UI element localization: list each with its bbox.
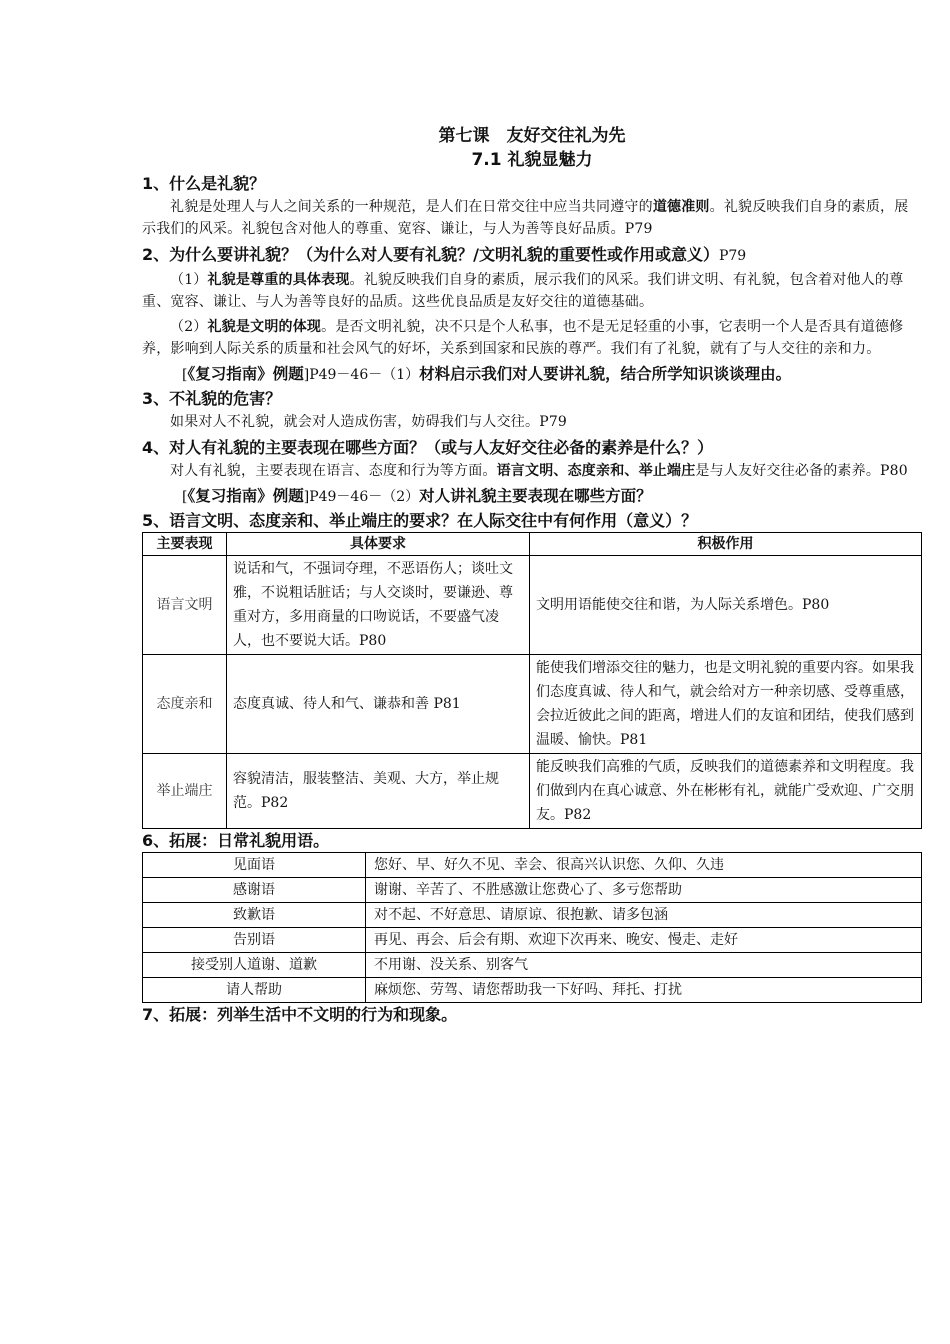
- table-row: [143, 928, 922, 953]
- table-cell: 说话和气，不强词夺理，不恶语伤人；谈吐文雅，不说粗话脏话；与人交谈时，要谦逊、尊重对方，多用商量的口吻说话，不要盛气凌人，也不要说大话。P80: [227, 556, 530, 655]
- paragraph-2-2: （2）礼貌是文明的体现。是否文明礼貌，决不只是个人私事，也不是无足轻重的小事，它表明一个人是否具有道德修养，影响到人际关系的质量和社会风气的好坏，关系到国家和民族的尊严。我们有了礼貌，就有了与人交往的亲和力。: [142, 319, 904, 357]
- table-cell: 语言文明: [143, 556, 227, 655]
- table-cell: 接受别人道谢、道歉: [143, 953, 366, 978]
- polite-phrases-table: [142, 852, 922, 1003]
- table-header-row: [143, 533, 922, 556]
- table-cell: 感谢语: [143, 878, 366, 903]
- heading-7: 7、拓展：列举生活中不文明的行为和现象。: [142, 1005, 458, 1024]
- table-cell: 举止端庄: [143, 754, 227, 829]
- etiquette-table: [142, 532, 922, 829]
- table-cell: 致歉语: [143, 903, 366, 928]
- table-cell: 文明用语能使交往和谐，为人际关系增色。P80: [530, 556, 922, 655]
- table-cell: 见面语: [143, 853, 366, 878]
- paragraph-2-1: （1）礼貌是尊重的具体表现。礼貌反映我们自身的素质，展示我们的风采。我们讲文明、有礼貌，包含着对他人的尊重、宽容、谦让、与人为善等良好的品质。这些优良品质是友好交往的道德基础。: [142, 272, 904, 310]
- table-cell: 请人帮助: [143, 978, 366, 1003]
- table-cell: 麻烦您、劳驾、请您帮助我一下好吗、拜托、打扰: [366, 978, 922, 1003]
- table-cell: 您好、早、好久不见、幸会、很高兴认识您、久仰、久违: [366, 853, 922, 878]
- heading-3: 3、不礼貌的危害？: [142, 389, 282, 408]
- table-header: 具体要求: [227, 533, 530, 556]
- document-page: [142, 124, 922, 1026]
- example-question-2: [《复习指南》例题]P49－46－（2）对人讲礼貌主要表现在哪些方面？: [182, 487, 652, 505]
- table-cell: 态度亲和: [143, 655, 227, 754]
- table-cell: 能反映我们高雅的气质，反映我们的道德素养和文明程度。我们做到内在真心诚意、外在彬彬有礼，就能广受欢迎、广交朋友。P82: [530, 754, 922, 829]
- table-header: 积极作用: [530, 533, 922, 556]
- table-row: [143, 556, 922, 655]
- table-row: [143, 878, 922, 903]
- table-row: [143, 853, 922, 878]
- table-cell: 谢谢、辛苦了、不胜感激让您费心了、多亏您帮助: [366, 878, 922, 903]
- table-row: [143, 903, 922, 928]
- lesson-title: 第七课 友好交往礼为先: [438, 126, 626, 146]
- table-row: [143, 754, 922, 829]
- heading-1: 1、什么是礼貌？: [142, 174, 266, 193]
- table-row: [143, 953, 922, 978]
- table-cell: 态度真诚、待人和气、谦恭和善 P81: [227, 655, 530, 754]
- table-cell: 容貌清洁，服装整洁、美观、大方，举止规范。P82: [227, 754, 530, 829]
- table-cell: 再见、再会、后会有期、欢迎下次再来、晚安、慢走、走好: [366, 928, 922, 953]
- paragraph-3: 如果对人不礼貌，就会对人造成伤害，妨碍我们与人交往。P79: [170, 414, 568, 430]
- table-cell: 对不起、不好意思、请原谅、很抱歉、请多包涵: [366, 903, 922, 928]
- heading-2: 2、为什么要讲礼貌？（为什么对人要有礼貌？/文明礼貌的重要性或作用或意义）P79: [142, 245, 747, 264]
- table-row: [143, 978, 922, 1003]
- section-title: 7.1 礼貌显魅力: [471, 150, 593, 170]
- paragraph-1: 礼貌是处理人与人之间关系的一种规范，是人们在日常交往中应当共同遵守的道德准则。礼貌反映我们自身的素质，展示我们的风采。礼貌包含对他人的尊重、宽容、谦让，与人为善等良好品质。P79: [142, 199, 909, 237]
- table-row: [143, 655, 922, 754]
- heading-6: 6、拓展：日常礼貌用语。: [142, 831, 330, 850]
- paragraph-4: 对人有礼貌，主要表现在语言、态度和行为等方面。语言文明、态度亲和、举止端庄是与人友好交往必备的素养。P80: [170, 463, 908, 479]
- table-cell: 不用谢、没关系、别客气: [366, 953, 922, 978]
- heading-4: 4、对人有礼貌的主要表现在哪些方面？（或与人友好交往必备的素养是什么？）: [142, 438, 714, 457]
- example-question-1: [《复习指南》例题]P49－46－（1）材料启示我们对人要讲礼貌，结合所学知识谈谈理由。: [182, 365, 792, 383]
- table-header: 主要表现: [143, 533, 227, 556]
- table-cell: 能使我们增添交往的魅力，也是文明礼貌的重要内容。如果我们态度真诚、待人和气，就会给对方一种亲切感、受尊重感，会拉近彼此之间的距离，增进人们的友谊和团结，使我们感到温暖、愉快。P81: [530, 655, 922, 754]
- table-cell: 告别语: [143, 928, 366, 953]
- heading-5: 5、语言文明、态度亲和、举止端庄的要求？在人际交往中有何作用（意义）？: [142, 511, 698, 530]
